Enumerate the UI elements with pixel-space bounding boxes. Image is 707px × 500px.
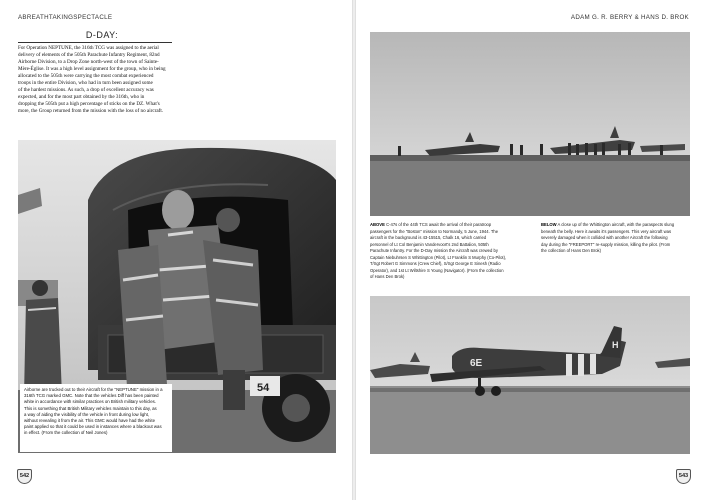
page-gutter — [352, 0, 356, 500]
tail-code: H — [612, 340, 619, 350]
caption-line: of Hans Den Brok) — [370, 274, 405, 279]
caption-tag: ABOVE — [370, 222, 385, 227]
body-line: delivery of elements of the 505th Parachute Infantry Regiment, 82nd — [18, 52, 160, 59]
body-line: expected, and for the most part obtained by the 316th, who in — [18, 94, 145, 101]
fuselage-code: 6E — [470, 358, 483, 369]
caption-line: severely damaged when it collided with another Aircraft the following — [541, 235, 668, 240]
caption-below — [541, 222, 691, 255]
page-number-left: 542 — [17, 469, 32, 484]
caption-line — [541, 222, 691, 229]
body-line: more, the Group returned from the mission with the loss of no aircraft. — [18, 108, 164, 115]
caption-line: paint applied so that it could be used in instances where a blackout was — [24, 424, 162, 430]
caption-line: 316th TCG marked GMC. Note that the vehicles Diff has been painted — [24, 393, 159, 399]
airfield-photo-drawing — [370, 32, 690, 216]
photo-whittington-aircraft — [370, 296, 690, 454]
caption-line: the collection of Hans Den Brok) — [541, 248, 602, 253]
caption-line: white in accordance with similar practices on British military vehicles. — [24, 399, 157, 405]
title-rule — [18, 42, 172, 43]
caption-line: personnel of Lt Col Benjamin Vandervoort's 2nd Battalion, 505th — [370, 241, 489, 247]
caption-line: Captain Niebuhrsen S Whittington (Pilot), Lt Franklin S Murphy (Co-Pilot), — [370, 254, 507, 260]
caption-text: A close up of the Whittington aircraft, with the paraspects slung — [557, 222, 675, 227]
body-line: of the hardest missions. As such, a drop of excellent accuracy was — [18, 87, 154, 94]
body-line: Mère-Église. It was a high level assignment for the group, who in being — [18, 66, 166, 73]
body-line: dropping the 505th put a high percentage of sticks on the DZ. What's — [18, 101, 160, 108]
caption-line: passengers for the "Boston" mission to Normandy, 5 June, 1944. The — [370, 228, 499, 234]
body-line: Airborne Division, to a Drop Zone north-west of the town of Sainte- — [18, 59, 159, 66]
fender-marking: 54 — [257, 382, 270, 394]
body-text — [18, 45, 174, 115]
caption-truck — [20, 384, 172, 452]
caption-line: day during the "FREEPORT" re-supply mission, killing the pilot. (From — [541, 241, 671, 247]
body-line: troops in the entire Division, who had in turn been assigned some — [18, 80, 153, 87]
caption-tag: BELOW — [541, 222, 557, 227]
section-title: D-DAY: — [85, 30, 119, 40]
caption-line: Operator), and 1st Lt Wiltshire S Young (Navigator). (From the collection — [370, 267, 504, 273]
running-head-left: ABREATHTAKINGSPECTACLE — [18, 14, 113, 21]
body-line: allocated to the 505th were carrying the most combat experienced — [18, 73, 154, 80]
caption-text: C-47s of the 44th TCS await the arrival of their paratroop — [386, 222, 492, 227]
caption-above — [370, 222, 520, 281]
photo-c47-airfield — [370, 32, 690, 216]
caption-line: a way of aiding the visibility of the vehicle in front during low light, — [24, 411, 150, 417]
caption-line: Parachute Infantry. For the D-Day mission the Aircraft was crewed by — [370, 248, 498, 253]
page-number-right: 543 — [676, 469, 691, 484]
caption-line: without revealing it from the air. This GMC would have had the white — [24, 418, 156, 424]
caption-line: Airborne are trucked out to their Aircraft for the "NEPTUNE" mission in a — [24, 387, 163, 392]
running-head-right: ADAM G. R. BERRY & HANS D. BROK — [570, 14, 689, 21]
caption-line: aircraft in the background is 43-15515, Chalk 16, which carried — [370, 235, 487, 240]
aircraft-photo-drawing — [370, 296, 690, 454]
caption-line: in effect. (From the collection of Neil Jones) — [24, 430, 108, 436]
caption-line: T/Sgt Robert G Simmons (Crew Chief), S/Sgt George E Sinesh (Radio — [370, 261, 501, 266]
caption-line: beneath the belly. Here it awaits it's passengers. This very aircraft was — [541, 228, 672, 234]
body-line: For Operation NEPTUNE, the 316th TCG was assigned to the aerial — [18, 45, 159, 51]
caption-line: This is something that British Military vehicles maintain to this day, as — [24, 405, 157, 411]
